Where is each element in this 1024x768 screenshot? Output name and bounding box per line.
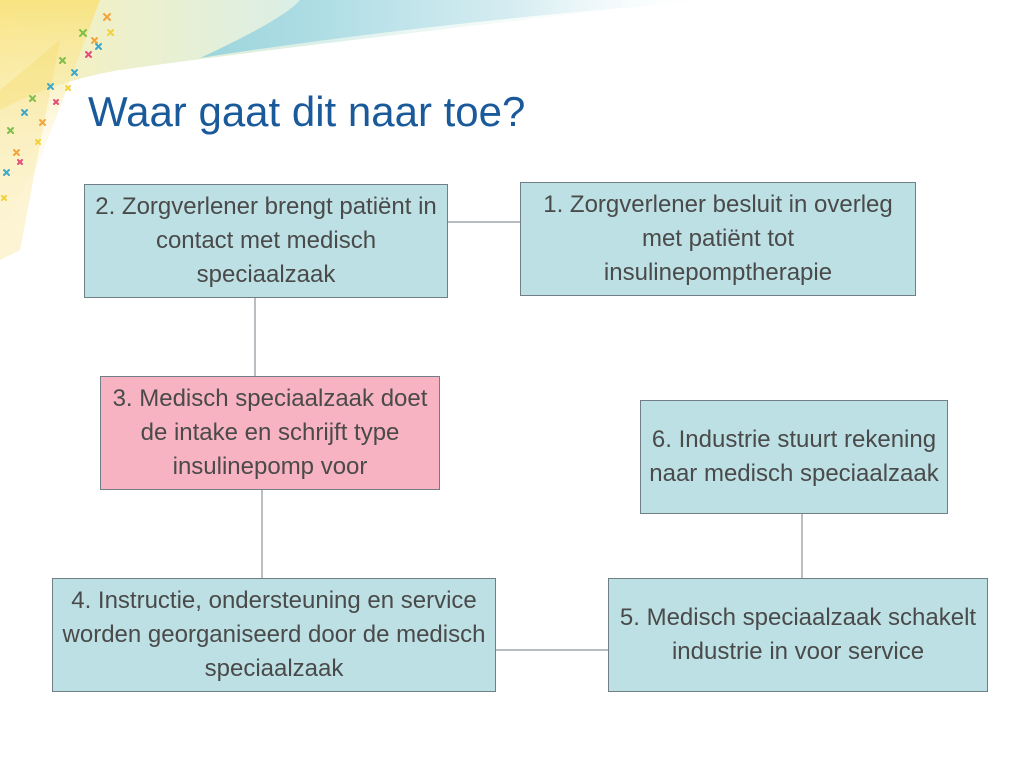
step-2-box — [84, 184, 448, 298]
step-6-box — [640, 400, 948, 514]
step-4-text: 4. Instructie, ondersteuning en service worden georganiseerd door de medisch speciaalzaak — [62, 587, 486, 682]
step-5-box — [608, 578, 988, 692]
step-6-text: 6. Industrie stuurt rekening naar medisch speciaalzaak — [649, 426, 939, 487]
page-title: Waar gaat dit naar toe? — [88, 88, 526, 135]
step-3-box — [100, 376, 440, 490]
step-2-text: 2. Zorgverlener brengt patiënt in contact met medisch speciaalzaak — [95, 193, 437, 288]
step-5-text: 5. Medisch speciaalzaak schakelt industrie in voor service — [619, 604, 977, 665]
step-4-box — [52, 578, 496, 692]
step-1-text: 1. Zorgverlener besluit in overleg met patiënt tot insulinepomptherapie — [543, 191, 893, 286]
step-1-box — [520, 182, 916, 296]
step-3-text: 3. Medisch speciaalzaak doet de intake en schrijft type insulinepomp voor — [112, 385, 428, 480]
